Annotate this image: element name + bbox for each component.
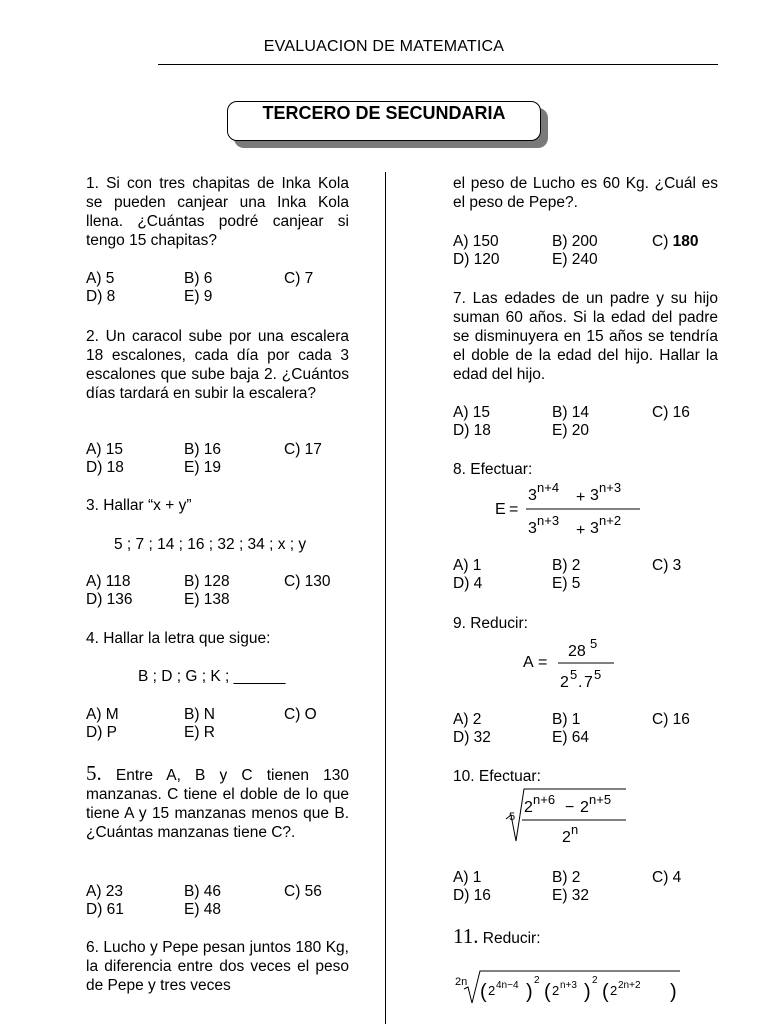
q9-num-exp: 5 — [590, 636, 598, 651]
q9-formula — [520, 632, 630, 692]
question-1-text: 1. Si con tres chapitas de Inka Kola se pueden canjear una Inka Kola llena. ¿Cuántas podré canjear si tengo 15 chapitas? — [86, 175, 349, 249]
q10-den-base: 2 — [562, 829, 571, 846]
q1-option-c: C) 7 — [284, 270, 314, 287]
q7-option-e: E) 20 — [552, 422, 590, 439]
question-5-body: Entre A, B y C tienen 130 manzanas. C tiene el doble de lo que tiene A y 15 manzanas menos que B. ¿Cuántas manzanas tiene C?. — [86, 767, 349, 841]
q2-option-d: D) 18 — [86, 459, 124, 476]
q2-option-c: C) 17 — [284, 441, 322, 458]
q10-option-d: D) 16 — [453, 887, 491, 904]
q10-option-b: B) 2 — [552, 869, 581, 886]
q1-option-b: B) 6 — [184, 270, 213, 287]
q2-option-b: B) 16 — [184, 441, 222, 458]
q7-option-c: C) 16 — [652, 404, 690, 421]
exam-title: TERCERO DE SECUNDARIA — [262, 103, 506, 123]
q11-paren-2-close: ) — [584, 981, 591, 1003]
q8-equals: = — [509, 501, 519, 518]
q8-num-b-exp: n+3 — [599, 480, 622, 495]
q11-paren-1-close: ) — [526, 981, 533, 1003]
q2-option-a: A) 15 — [86, 441, 124, 458]
q8-den-plus: + — [576, 522, 586, 538]
q9-den-a-exp: 5 — [570, 667, 578, 682]
q7-option-a: A) 15 — [453, 404, 491, 421]
q9-option-d: D) 32 — [453, 729, 491, 746]
q3-option-b: B) 128 — [184, 573, 230, 590]
q5-option-a: A) 23 — [86, 883, 124, 900]
question-2-text: 2. Un caracol sube por una escalera 18 escalones, cada día por cada 3 escalones que sube baja 2. ¿Cuántos días tardará en subir la escalera? — [86, 328, 349, 402]
q10-num-a-exp: n+6 — [533, 792, 556, 807]
q4-option-a: A) M — [86, 706, 119, 723]
q6-option-c-value: 180 — [672, 233, 699, 250]
q11-paren-2-open: ( — [544, 981, 551, 1003]
question-10-text: 10. Efectuar: — [453, 768, 541, 785]
q8-num-a-exp: n+4 — [537, 480, 560, 495]
q5-option-e: E) 48 — [184, 901, 222, 918]
q3-option-e: E) 138 — [184, 591, 230, 608]
q11-term-1-exp: 4n−4 — [496, 980, 519, 991]
question-11-text — [453, 924, 718, 948]
q4-option-c: C) O — [284, 706, 317, 723]
question-8-text: 8. Efectuar: — [453, 461, 533, 478]
q4-sequence: B ; D ; G ; K ; ______ — [138, 668, 286, 685]
question-4-text: 4. Hallar la letra que sigue: — [86, 630, 271, 647]
q4-option-b: B) N — [184, 706, 215, 723]
q10-num-b-exp: n+5 — [589, 792, 612, 807]
q3-option-c: C) 130 — [284, 573, 331, 590]
question-9-text: 9. Reducir: — [453, 615, 528, 632]
q1-option-d: D) 8 — [86, 288, 116, 305]
q1-option-a: A) 5 — [86, 270, 115, 287]
q11-paren-3-close: ) — [670, 981, 677, 1003]
q8-num-b-base: 3 — [590, 487, 599, 504]
q10-root-index: 5 — [509, 811, 516, 823]
q8-option-a: A) 1 — [453, 557, 482, 574]
q6-option-b: B) 200 — [552, 233, 598, 250]
header-rule — [158, 64, 718, 65]
q11-term-3-exp: 2n+2 — [618, 980, 641, 991]
q8-den-a-exp: n+3 — [537, 513, 560, 528]
question-11-number: 11. — [453, 924, 479, 948]
q10-num-a-base: 2 — [524, 799, 533, 816]
q11-term-3-base: 2 — [610, 983, 618, 998]
q9-num-base: 28 — [568, 643, 586, 660]
q7-option-d: D) 18 — [453, 422, 491, 439]
q9-option-e: E) 64 — [552, 729, 590, 746]
q6-option-d: D) 120 — [453, 251, 500, 268]
q6-option-c — [652, 232, 699, 251]
q11-term-2-base: 2 — [552, 983, 560, 998]
q5-option-b: B) 46 — [184, 883, 222, 900]
q11-formula — [450, 965, 690, 1010]
q1-option-e: E) 9 — [184, 288, 213, 305]
q9-den-b-base: 7 — [584, 674, 593, 691]
q5-option-d: D) 61 — [86, 901, 124, 918]
q8-num-plus: + — [576, 489, 586, 506]
q8-den-b-base: 3 — [590, 520, 599, 537]
q8-den-a-base: 3 — [528, 520, 537, 537]
q8-option-b: B) 2 — [552, 557, 581, 574]
q9-den-dot: . — [578, 674, 583, 691]
q11-term-1-base: 2 — [488, 983, 496, 998]
q6-option-a: A) 150 — [453, 233, 499, 250]
question-5-number: 5. — [86, 761, 102, 785]
q11-root-index: 2n — [455, 976, 468, 988]
q11-term-1-outer-exp: 2 — [534, 975, 540, 986]
q8-den-b-exp: n+2 — [599, 513, 622, 528]
q9-option-a: A) 2 — [453, 711, 482, 728]
q9-den-b-exp: 5 — [594, 667, 602, 682]
q9-den-a-base: 2 — [560, 674, 569, 691]
q6-option-c-label: C) — [652, 233, 673, 250]
q11-paren-1-open: ( — [480, 981, 487, 1003]
question-7-text: 7. Las edades de un padre y su hijo suman 60 años. Si la edad del padre se disminuyera en 15 años se tendría el doble de la edad del hijo. Hallar la edad del hijo. — [453, 290, 718, 383]
q11-term-2-outer-exp: 2 — [592, 975, 598, 986]
q6-option-e: E) 240 — [552, 251, 598, 268]
q11-paren-3-open: ( — [602, 981, 609, 1003]
q8-option-d: D) 4 — [453, 575, 483, 592]
q9-option-c: C) 16 — [652, 711, 690, 728]
q8-formula — [490, 478, 650, 538]
q9-lhs: A — [523, 654, 534, 671]
q10-option-e: E) 32 — [552, 887, 590, 904]
question-5-text — [86, 761, 349, 842]
title-box — [227, 101, 541, 141]
q8-num-a-base: 3 — [528, 487, 537, 504]
q4-option-e: E) R — [184, 724, 215, 741]
q10-num-minus: − — [565, 799, 575, 816]
q9-option-b: B) 1 — [552, 711, 581, 728]
q2-option-e: E) 19 — [184, 459, 222, 476]
q11-term-2-exp: n+3 — [560, 980, 577, 991]
q10-option-a: A) 1 — [453, 869, 482, 886]
q4-option-d: D) P — [86, 724, 117, 741]
question-11-body: Reducir: — [482, 930, 541, 947]
q10-den-exp: n — [571, 822, 579, 837]
q8-option-c: C) 3 — [652, 557, 682, 574]
q3-option-d: D) 136 — [86, 591, 133, 608]
column-divider — [385, 172, 386, 1024]
question-6-text-part-a: 6. Lucho y Pepe pesan juntos 180 Kg, la diferencia entre dos veces el peso de Pepe y tres veces — [86, 939, 349, 994]
q5-option-c: C) 56 — [284, 883, 322, 900]
q10-option-c: C) 4 — [652, 869, 682, 886]
q7-option-b: B) 14 — [552, 404, 590, 421]
q9-equals: = — [538, 654, 548, 671]
question-3-text: 3. Hallar “x + y” — [86, 497, 192, 514]
q10-formula — [502, 785, 632, 847]
q8-lhs: E — [495, 501, 506, 518]
q10-num-b-base: 2 — [580, 799, 589, 816]
q8-option-e: E) 5 — [552, 575, 581, 592]
question-6-text-part-b: el peso de Lucho es 60 Kg. ¿Cuál es el peso de Pepe?. — [453, 175, 718, 211]
q3-sequence: 5 ; 7 ; 14 ; 16 ; 32 ; 34 ; x ; y — [114, 536, 307, 553]
q3-option-a: A) 118 — [86, 573, 131, 590]
exam-header: EVALUACION DE MATEMATICA — [263, 38, 505, 55]
